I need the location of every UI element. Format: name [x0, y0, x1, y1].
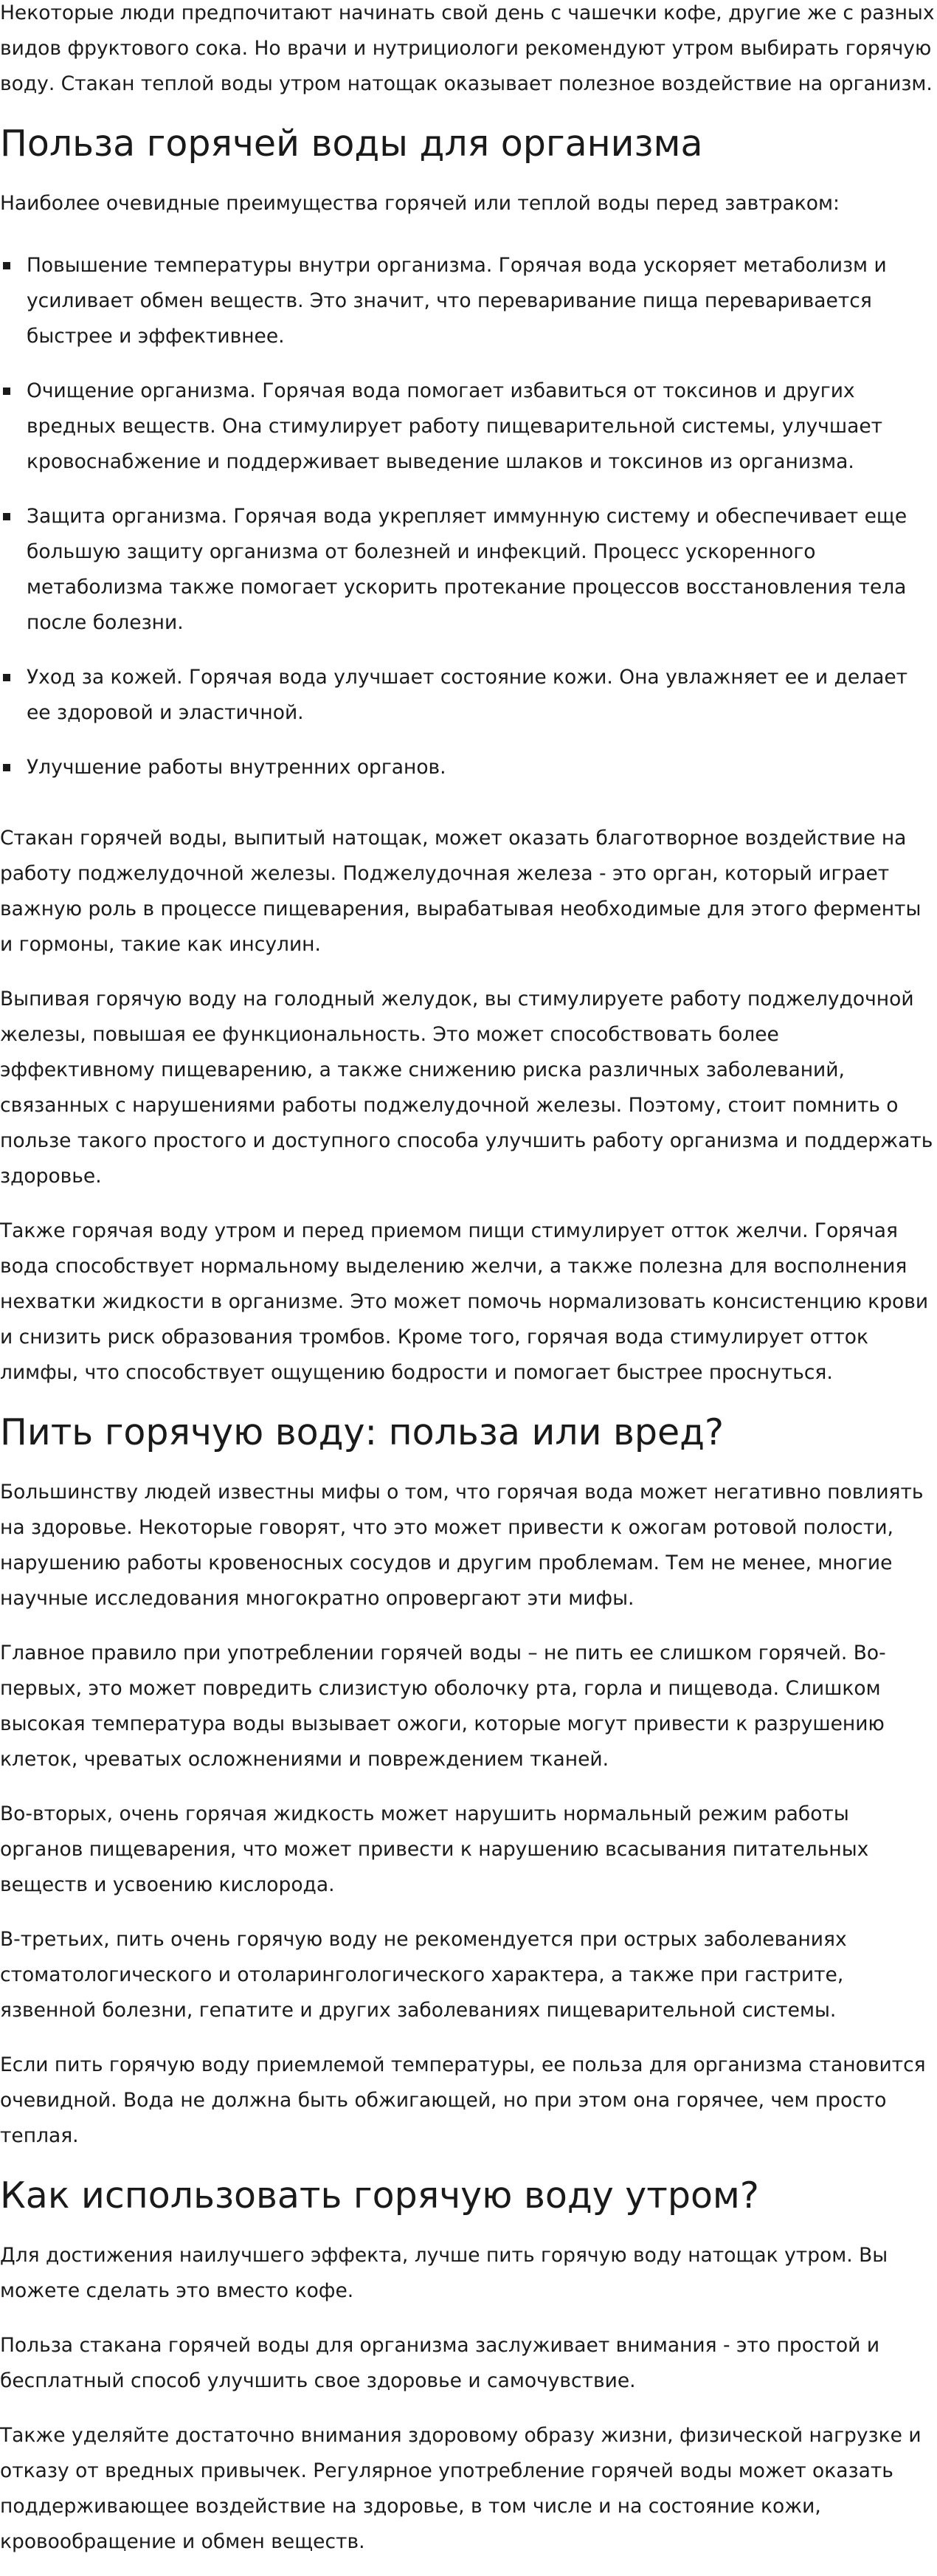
list-item-text: Повышение температуры внутри организма. Горячая вода ускоряет метаболизм и усиливает обмен веществ. Это значит, что переваривание пища переваривается быстрее и эффективнее. [27, 254, 887, 348]
list-item [0, 750, 937, 785]
thirdly-paragraph: В-третьих, пить очень горячую воду не рекомендуется при острых заболеваниях стоматологического и отоларингологического характера, а также при гастрите, язвенной болезни, гепатите и других заболеваниях пищеварительной системы. [0, 1928, 847, 2022]
list-item-text: Защита организма. Горячая вода укрепляет иммунную систему и обеспечивает еще большую защиту организма от болезней и инфекций. Процесс ускоренного метаболизма также помогает ускорить протекание процессов восстановления тела после болезни. [27, 505, 907, 634]
secondly-paragraph: Во-вторых, очень горячая жидкость может нарушить нормальный режим работы органов пищеварения, что может привести к нарушению всасывания питательных веществ и усвоению кислорода. [0, 1802, 869, 1896]
pancreas-stimulation-paragraph: Выпивая горячую воду на голодный желудок, вы стимулируете работу поджелудочной железы, повышая ее функциональность. Это может способствовать более эффективному пищеварению, а также снижению риска различных заболеваний, связанных с нарушениями работы поджелудочной железы. Поэтому, стоит помнить о пользе такого простого и доступного способа улучшить работу организма и поддержать здоровье. [0, 988, 933, 1188]
healthy-lifestyle-paragraph: Также уделяйте достаточно внимания здоровому образу жизни, физической нагрузке и отказу от вредных привычек. Регулярное употребление горячей воды может оказать поддерживающее воздействие на здоровье, в том числе и на состояние кожи, кровообращение и обмен веществ. [0, 2424, 922, 2553]
myths-paragraph: Большинству людей известны мифы о том, что горячая вода может негативно повлиять на здоровье. Некоторые говорят, что это может привести к ожогам ротовой полости, нарушению работы кровеносных сосудов и другим проблемам. Тем не менее, многие научные исследования многократно опровергают эти мифы. [0, 1481, 924, 1610]
list-item [0, 248, 937, 354]
list-item-text: Очищение организма. Горячая вода помогает избавиться от токсинов и других вредных веществ. Она стимулирует работу пищеварительной системы, улучшает кровоснабжение и поддерживает выведение шлаков и токсинов из организма. [27, 379, 883, 473]
benefits-list [0, 248, 937, 785]
bile-paragraph: Также горячая воду утром и перед приемом пищи стимулирует отток желчи. Горячая вода способствует нормальному выделению желчи, а также полезна для восполнения нехватки жидкости в организме. Это может помочь нормализовать консистенцию крови и снизить риск образования тромбов. Кроме того, горячая вода стимулирует отток лимфы, что способствует ощущению бодрости и помогает быстрее проснуться. [0, 1219, 929, 1384]
pancreas-paragraph: Стакан горячей воды, выпитый натощак, может оказать благотворное воздействие на работу поджелудочной железы. Поджелудочная железа - это орган, который играет важную роль в процессе пищеварения, вырабатывая необходимые для этого ферменты и гормоны, такие как инсулин. [0, 827, 922, 956]
intro-paragraph: Некоторые люди предпочитают начинать свой день с чашечки кофе, другие же с разных видов фруктового сока. Но врачи и нутрициологи рекомендуют утром выбирать горячую воду. Стакан теплой воды утром натощак оказывает полезное воздействие на организм. [0, 1, 935, 95]
square-bullet-icon [3, 388, 10, 395]
square-bullet-icon [3, 262, 10, 269]
square-bullet-icon [3, 513, 10, 520]
best-effect-paragraph: Для достижения наилучшего эффекта, лучше пить горячую воду натощак утром. Вы можете сделать это вместо кофе. [0, 2244, 888, 2302]
section-title-benefit-or-harm: Пить горячую воду: польза или вред? [0, 1411, 725, 1453]
simple-way-paragraph: Польза стакана горячей воды для организма заслуживает внимания - это простой и бесплатный способ улучшить свое здоровье и самочувствие. [0, 2334, 880, 2392]
square-bullet-icon [3, 674, 10, 681]
acceptable-temperature-paragraph: Если пить горячую воду приемлемой температуры, ее польза для организма становится очевидной. Вода не должна быть обжигающей, но при этом она горячее, чем просто теплая. [0, 2053, 926, 2147]
main-rule-paragraph: Главное правило при употреблении горячей воды – не пить ее слишком горячей. Во-первых, это может повредить слизистую оболочку рта, горла и пищевода. Слишком высокая температура воды вызывает ожоги, которые могут привести к разрушению клеток, чреватых осложнениями и повреждением тканей. [0, 1642, 886, 1771]
list-item-text: Улучшение работы внутренних органов. [27, 756, 446, 779]
list-item [0, 660, 937, 731]
list-item-text: Уход за кожей. Горячая вода улучшает состояние кожи. Она увлажняет ее и делает ее здоровой и эластичной. [27, 666, 908, 724]
list-item [0, 499, 937, 641]
benefits-lead-paragraph: Наиболее очевидные преимущества горячей или теплой воды перед завтраком: [0, 192, 840, 215]
list-item [0, 373, 937, 480]
section-title-how-to-use: Как использовать горячую воду утром? [0, 2174, 759, 2217]
square-bullet-icon [3, 764, 10, 771]
section-title-benefits: Польза горячей воды для организма [0, 123, 703, 165]
